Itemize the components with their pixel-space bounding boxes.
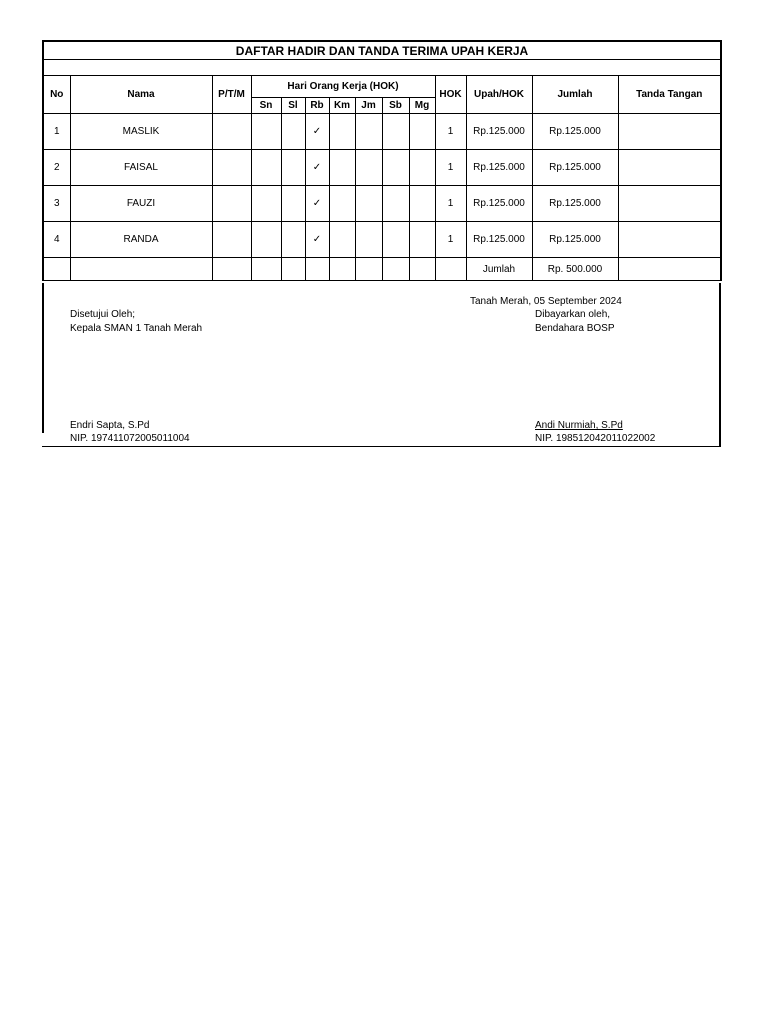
left-border <box>42 283 44 433</box>
cell-day-sn <box>251 222 281 258</box>
cell-day-sb <box>382 186 409 222</box>
table-row <box>43 186 721 222</box>
place-date: Tanah Merah, 05 September 2024 <box>470 296 622 307</box>
cell-tanda-tangan <box>618 222 721 258</box>
cell-day-sn <box>251 114 281 150</box>
header-day-jm: Jm <box>355 98 382 114</box>
cell-jumlah: Rp.125.000 <box>532 114 618 150</box>
approver-nip: NIP. 197411072005011004 <box>70 433 190 444</box>
cell-tanda-tangan <box>618 150 721 186</box>
header-day-sn: Sn <box>251 98 281 114</box>
title-row <box>43 41 721 60</box>
cell-day-rb: ✓ <box>305 222 329 258</box>
header-ptm: P/T/M <box>212 76 251 114</box>
cell-nama: RANDA <box>70 222 212 258</box>
cell-day-sl <box>281 150 305 186</box>
cell-no: 3 <box>43 186 70 222</box>
attendance-table <box>42 40 722 281</box>
cell-day-mg <box>409 150 435 186</box>
header-day-km: Km <box>329 98 355 114</box>
cell-day-rb: ✓ <box>305 114 329 150</box>
cell-day-jm <box>355 186 382 222</box>
header-day-mg: Mg <box>409 98 435 114</box>
cell-upah: Rp.125.000 <box>466 150 532 186</box>
cell-no: 1 <box>43 114 70 150</box>
cell-jumlah: Rp.125.000 <box>532 222 618 258</box>
total-row <box>43 258 721 281</box>
cell-day-rb: ✓ <box>305 186 329 222</box>
cell-day-rb: ✓ <box>305 150 329 186</box>
signature-footer <box>42 283 721 447</box>
cell-hok: 1 <box>435 150 466 186</box>
cell-day-jm <box>355 150 382 186</box>
cell-no: 2 <box>43 150 70 186</box>
cell-jumlah: Rp.125.000 <box>532 186 618 222</box>
approved-by-label: Disetujui Oleh; <box>70 309 136 320</box>
cell-ptm <box>212 150 251 186</box>
approver-position: Kepala SMAN 1 Tanah Merah <box>70 323 203 334</box>
cell-day-km <box>329 222 355 258</box>
cell-day-sb <box>382 114 409 150</box>
header-row-top <box>43 76 721 98</box>
cell-day-sl <box>281 114 305 150</box>
header-day-rb: Rb <box>305 98 329 114</box>
header-jumlah: Jumlah <box>532 76 618 114</box>
cell-day-sl <box>281 222 305 258</box>
right-border <box>719 283 721 447</box>
cell-upah: Rp.125.000 <box>466 222 532 258</box>
cell-day-sn <box>251 150 281 186</box>
payer-nip: NIP. 198512042011022002 <box>535 433 656 444</box>
cell-day-km <box>329 186 355 222</box>
cell-ptm <box>212 186 251 222</box>
header-tanda-tangan: Tanda Tangan <box>618 76 721 114</box>
cell-upah: Rp.125.000 <box>466 114 532 150</box>
cell-nama: MASLIK <box>70 114 212 150</box>
cell-day-sb <box>382 222 409 258</box>
cell-day-mg <box>409 186 435 222</box>
cell-day-jm <box>355 114 382 150</box>
cell-nama: FAUZI <box>70 186 212 222</box>
header-upah: Upah/HOK <box>466 76 532 114</box>
cell-ptm <box>212 222 251 258</box>
cell-hok: 1 <box>435 222 466 258</box>
cell-day-km <box>329 150 355 186</box>
blank-row <box>43 60 721 76</box>
document-title: DAFTAR HADIR DAN TANDA TERIMA UPAH KERJA <box>43 41 721 60</box>
approver-name: Endri Sapta, S.Pd <box>70 420 150 431</box>
cell-hok: 1 <box>435 186 466 222</box>
header-nama: Nama <box>70 76 212 114</box>
cell-upah: Rp.125.000 <box>466 186 532 222</box>
cell-hok: 1 <box>435 114 466 150</box>
total-label: Jumlah <box>466 258 532 281</box>
header-hok: HOK <box>435 76 466 114</box>
cell-day-sn <box>251 186 281 222</box>
cell-jumlah: Rp.125.000 <box>532 150 618 186</box>
header-day-sb: Sb <box>382 98 409 114</box>
cell-day-km <box>329 114 355 150</box>
cell-tanda-tangan <box>618 114 721 150</box>
table-row <box>43 150 721 186</box>
table-row <box>43 114 721 150</box>
cell-tanda-tangan <box>618 186 721 222</box>
total-value: Rp. 500.000 <box>532 258 618 281</box>
cell-day-sb <box>382 150 409 186</box>
header-hok-group: Hari Orang Kerja (HOK) <box>251 76 435 98</box>
table-row <box>43 222 721 258</box>
bottom-border <box>42 446 721 447</box>
cell-nama: FAISAL <box>70 150 212 186</box>
header-day-sl: Sl <box>281 98 305 114</box>
cell-day-mg <box>409 114 435 150</box>
cell-day-sl <box>281 186 305 222</box>
payer-name: Andi Nurmiah, S.Pd <box>535 420 623 431</box>
cell-day-jm <box>355 222 382 258</box>
paid-by-label: Dibayarkan oleh, <box>535 309 611 320</box>
cell-day-mg <box>409 222 435 258</box>
cell-no: 4 <box>43 222 70 258</box>
payer-position: Bendahara BOSP <box>535 323 615 334</box>
cell-ptm <box>212 114 251 150</box>
header-no: No <box>43 76 70 114</box>
